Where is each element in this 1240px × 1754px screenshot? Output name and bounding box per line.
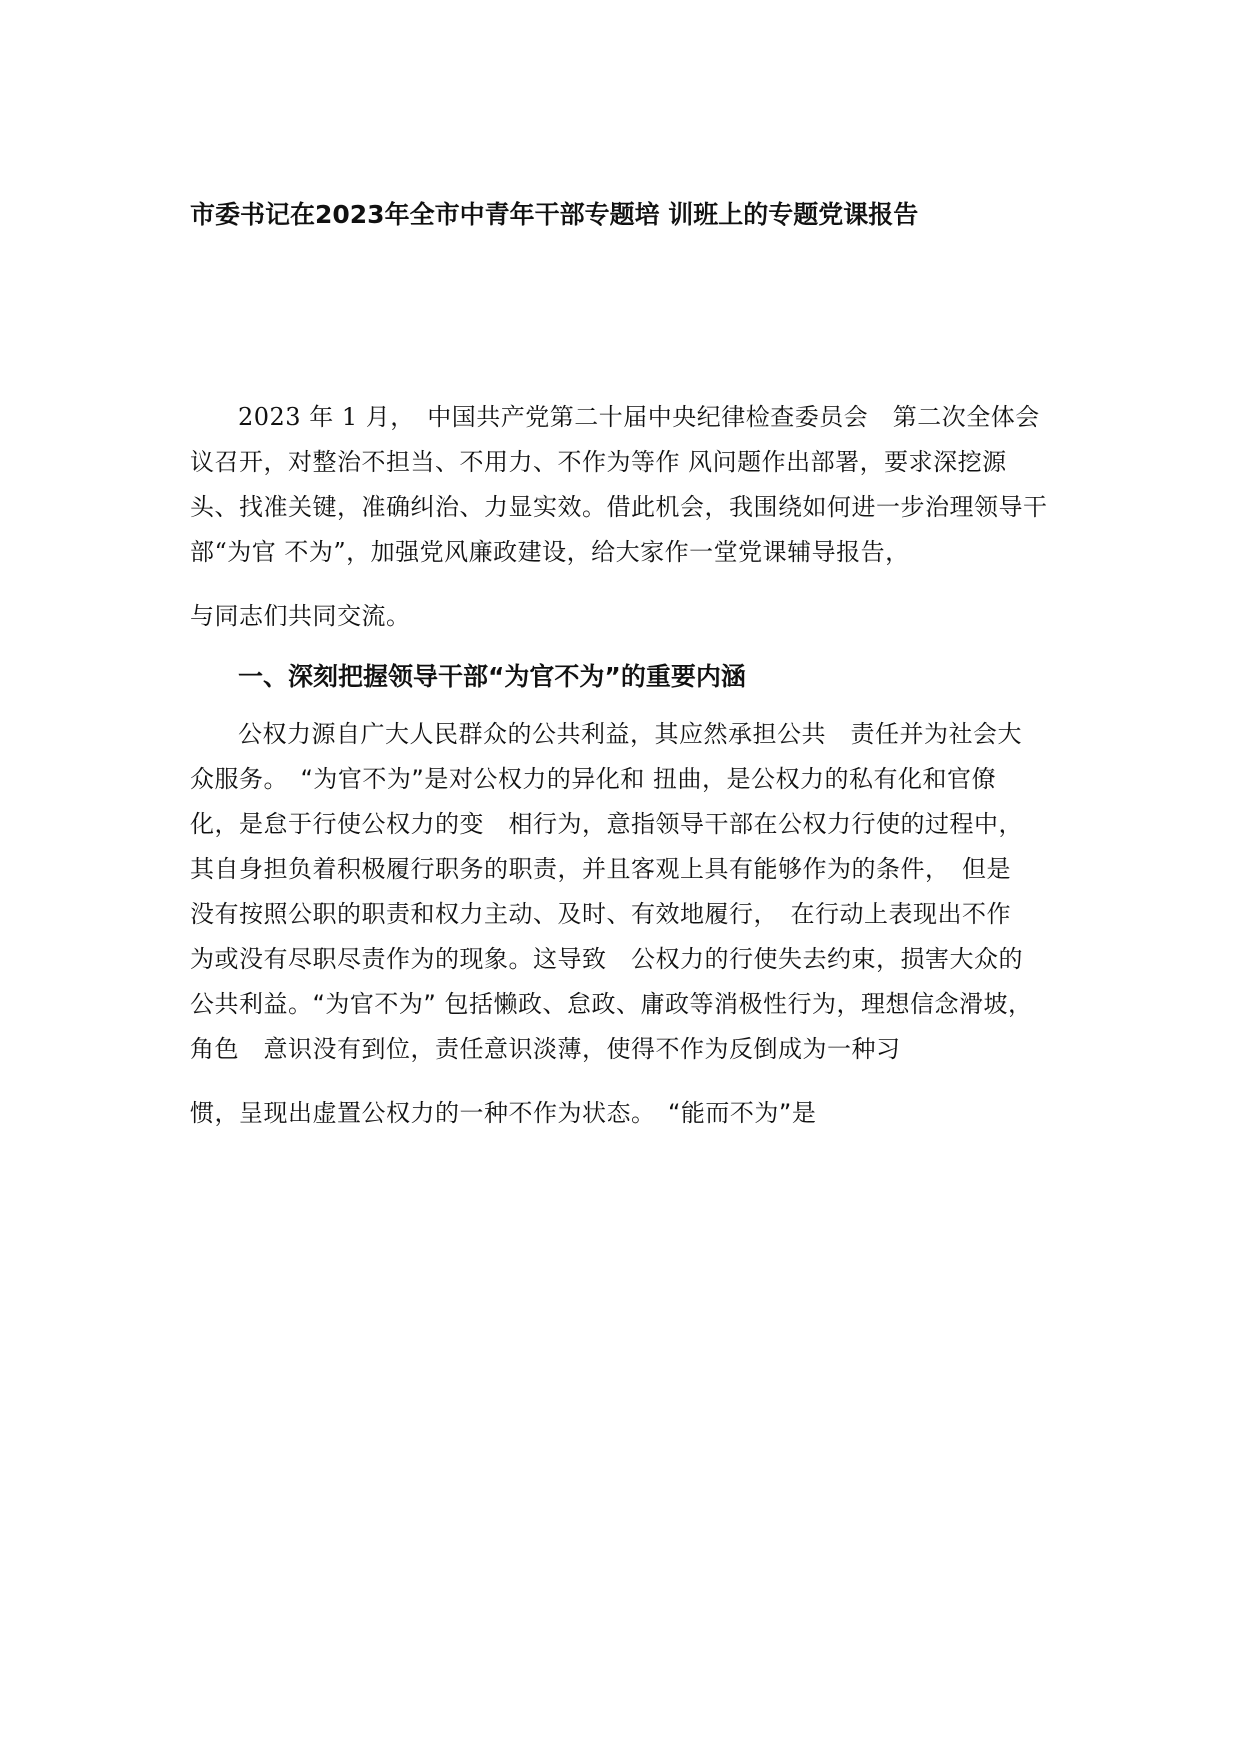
paragraph-line: 头、找准关键，准确纠治、力显实效。借此机会，我围绕如何进一步治理领导干 [190, 493, 1048, 521]
paragraph-line: 部“为官 不为”，加强党风廉政建设，给大家作一堂党课辅导报告， [190, 538, 910, 566]
paragraph-line: 2023 年 1 月， 中国共产党第二十届中央纪律检查委员会 第二次全体会 [238, 403, 1040, 431]
paragraph-line: 没有按照公职的职责和权力主动、及时、有效地履行， 在行动上表现出不作 [190, 900, 1011, 928]
document-title: 市委书记在2023年全市中青年干部专题培 训班上的专题党课报告 [190, 200, 919, 229]
section-heading: 一、深刻把握领导干部“为官不为”的重要内涵 [238, 662, 746, 691]
paragraph-line: 其自身担负着积极履行职务的职责，并且客观上具有能够作为的条件， 但是 [190, 855, 1011, 883]
paragraph-line: 众服务。 “为官不为”是对公权力的异化和 扭曲，是公权力的私有化和官僚 [190, 765, 996, 793]
paragraph-line: 为或没有尽职尽责作为的现象。这导致 公权力的行使失去约束，损害大众的 [190, 945, 1023, 973]
paragraph-line: 角色 意识没有到位，责任意识淡薄，使得不作为反倒成为一种习 [190, 1035, 901, 1063]
paragraph-line: 公共利益。“为官不为” 包括懒政、怠政、庸政等消极性行为，理想信念滑坡， [190, 990, 1033, 1018]
paragraph-line: 议召开，对整治不担当、不用力、不作为等作 风问题作出部署，要求深挖源 [190, 448, 1007, 476]
paragraph-line: 与同志们共同交流。 [190, 602, 411, 630]
paragraph-line: 公权力源自广大人民群众的公共利益，其应然承担公共 责任并为社会大 [238, 720, 1022, 748]
paragraph-line: 惯，呈现出虚置公权力的一种不作为状态。 “能而不为”是 [190, 1099, 817, 1127]
paragraph-line: 化，是怠于行使公权力的变 相行为，意指领导干部在公权力行使的过程中， [190, 810, 1023, 838]
